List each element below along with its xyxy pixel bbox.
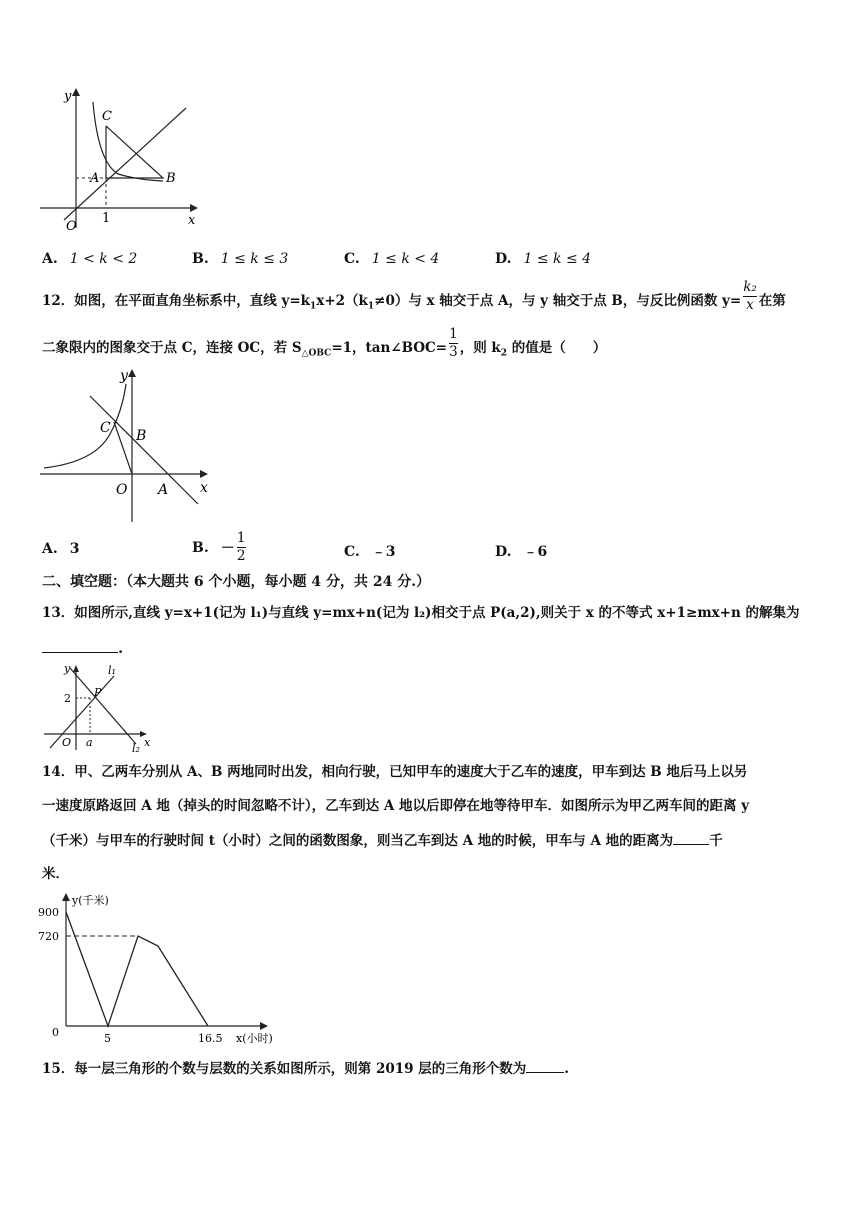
q13-figure <box>40 662 160 754</box>
q12-option-b-text: － <box>220 540 235 557</box>
q14-x5: 5 <box>104 1032 111 1045</box>
q13-line2 <box>42 638 123 658</box>
q12-option-d[interactable] <box>495 541 547 561</box>
q12-k2-den: x <box>743 296 757 314</box>
q12-line1-d: 在第 <box>758 293 786 309</box>
q12-label-a: A <box>158 482 169 498</box>
q11-y-arrow <box>72 88 80 96</box>
q11-label-a: A <box>90 171 100 186</box>
q12-option-d-text: ﹣6 <box>523 544 548 560</box>
q15-answer-blank[interactable] <box>526 1058 564 1073</box>
q14-answer-blank[interactable] <box>673 830 709 845</box>
q11-label-x: x <box>188 213 196 228</box>
q12-line2-sub: △OBC <box>301 348 332 359</box>
q12-line1-a: 12．如图，在平面直角坐标系中，直线 y=k <box>42 293 310 309</box>
q12-label-b: B <box>136 428 147 444</box>
q13-label-l2: l₂ <box>132 742 140 754</box>
q11-option-b[interactable] <box>192 251 288 267</box>
q12-label-x: x <box>200 480 208 496</box>
q12-hyperbola <box>44 384 126 468</box>
q11-option-d[interactable] <box>495 251 591 267</box>
q12-line1-b: x+2（k <box>316 293 368 309</box>
q11-option-a[interactable] <box>42 251 137 267</box>
q13-y-arrow <box>73 665 79 672</box>
q11-label-y: y <box>64 89 72 104</box>
q11-option-b-letter: B. <box>192 251 209 267</box>
q12-tan-num: 1 <box>449 326 458 342</box>
q12-line-ab <box>90 396 198 504</box>
section2-heading: 二、填空题：（本大题共 6 个小题，每小题 4 分，共 24 分.） <box>42 574 431 590</box>
q14-figure <box>36 890 326 1046</box>
q12-option-b-letter: B. <box>192 539 209 556</box>
q11-triangle <box>106 126 163 178</box>
q12-label-y: y <box>120 368 128 384</box>
q14-line1: 14．甲、乙两车分别从 A、B 两地同时出发，相向行驶，已知甲车的速度大于乙车的速度，甲车到达 B 地后马上以另 <box>42 764 748 780</box>
q12-y-arrow <box>128 369 136 377</box>
q14-line3 <box>42 830 723 851</box>
q14-y720: 720 <box>38 930 59 943</box>
q11-option-b-text: 1 ≤ k ≤ 3 <box>220 251 289 267</box>
q11-label-one: 1 <box>102 211 111 226</box>
q12-line2-c: ，则 k <box>459 340 501 356</box>
q12-k2-num: k₂ <box>743 279 757 295</box>
q14-x-arrow <box>260 1022 268 1030</box>
q13-label-x: x <box>144 736 151 749</box>
q13-line-l1 <box>50 676 114 748</box>
q11-option-c[interactable] <box>344 251 439 267</box>
q14-ylabel: y(千米) <box>72 894 109 907</box>
q13-label-y: y <box>64 662 71 675</box>
q11-option-d-letter: D. <box>495 251 512 267</box>
q12-label-c: C <box>100 420 111 436</box>
q14-y900: 900 <box>38 906 59 919</box>
q12-option-c[interactable] <box>344 541 396 561</box>
q11-option-c-text: 1 ≤ k < 4 <box>371 251 440 267</box>
q13-label-a: a <box>86 736 93 749</box>
q12-tan-fraction <box>449 326 458 361</box>
q13-line1: 13．如图所示,直线 y=x+1(记为 l₁)与直线 y=mx+n(记为 l₂)相交于点 P(a,2),则关于 x 的不等式 x+1≥mx+n 的解集为 <box>42 605 800 621</box>
q13-label-o: O <box>62 736 72 749</box>
q12-option-b-fraction <box>237 530 246 565</box>
q11-option-d-text: 1 ≤ k ≤ 4 <box>523 251 592 267</box>
q14-x165: 16.5 <box>198 1032 223 1045</box>
q11-label-c: C <box>102 109 112 124</box>
q12-line2-d: 的值是（ ） <box>507 340 607 356</box>
q13-line2-end: . <box>118 639 124 657</box>
q12-option-a-text: 3 <box>69 541 80 557</box>
q11-label-b: B <box>166 171 176 186</box>
q14-line2: 一速度原路返回 A 地（掉头的时间忽略不计），乙车到达 A 地以后即停在地等待甲车．如图所示为甲乙两车间的距离 y <box>42 798 750 814</box>
q14-line3-b: 千 <box>709 833 723 849</box>
q11-x-arrow <box>190 204 198 212</box>
q12-line2-sub2: 2 <box>500 348 508 359</box>
q13-answer-blank[interactable] <box>42 638 118 653</box>
q12-option-b[interactable] <box>192 530 246 565</box>
q12-option-a[interactable] <box>42 541 80 557</box>
q13-label-l1: l₁ <box>108 664 116 677</box>
q12-x-arrow <box>200 470 208 478</box>
q12-option-c-text: ﹣3 <box>371 544 396 560</box>
q13-label-p: P <box>94 686 102 699</box>
q15-text-b: . <box>564 1061 569 1077</box>
q11-figure <box>38 84 208 234</box>
q12-k2-fraction <box>743 279 757 314</box>
q14-line4: 米． <box>42 866 69 882</box>
q12-figure <box>40 364 215 524</box>
q13-line-l2 <box>70 668 136 744</box>
q14-line3-a: （千米）与甲车的行驶时间 t（小时）之间的函数图象，则当乙车到达 A 地的时候，甲车与 A 地的距离为 <box>42 833 674 849</box>
q12-option-a-letter: A. <box>42 541 58 557</box>
q11-label-o: O <box>66 219 77 234</box>
q15-text <box>42 1058 569 1079</box>
q12-line1-c: ≠0）与 x 轴交于点 A，与 y 轴交于点 B，与反比例函数 y= <box>374 293 742 309</box>
q11-option-a-text: 1 < k < 2 <box>69 251 138 267</box>
q12-label-o: O <box>116 482 128 498</box>
q12-sub1: 1 <box>310 301 317 312</box>
q14-y-arrow <box>62 893 70 901</box>
q12-tan-den: 3 <box>449 344 458 360</box>
q14-xlabel: x(小时) <box>236 1032 273 1045</box>
q11-line-yx <box>64 108 186 220</box>
q12-sub2: 1 <box>367 301 375 312</box>
q12-line1 <box>42 279 786 317</box>
q12-option-d-letter: D. <box>495 544 512 560</box>
q13-label-two: 2 <box>64 692 71 705</box>
q11-option-a-letter: A. <box>42 251 58 267</box>
q12-option-b-den: 2 <box>236 548 246 564</box>
q14-origin: 0 <box>52 1026 59 1039</box>
q15-text-a: 15．每一层三角形的个数与层数的关系如图所示，则第 2019 层的三角形个数为 <box>42 1061 527 1077</box>
q12-option-c-letter: C. <box>344 544 360 560</box>
q14-graph-line <box>66 912 208 1026</box>
q12-line2-b: =1，tan∠BOC= <box>331 340 448 356</box>
q12-line2-a: 二象限内的图象交于点 C，连接 OC，若 S <box>42 340 302 356</box>
q11-option-c-letter: C. <box>344 251 360 267</box>
q12-option-b-num: 1 <box>236 530 246 546</box>
q12-line2 <box>42 326 607 364</box>
